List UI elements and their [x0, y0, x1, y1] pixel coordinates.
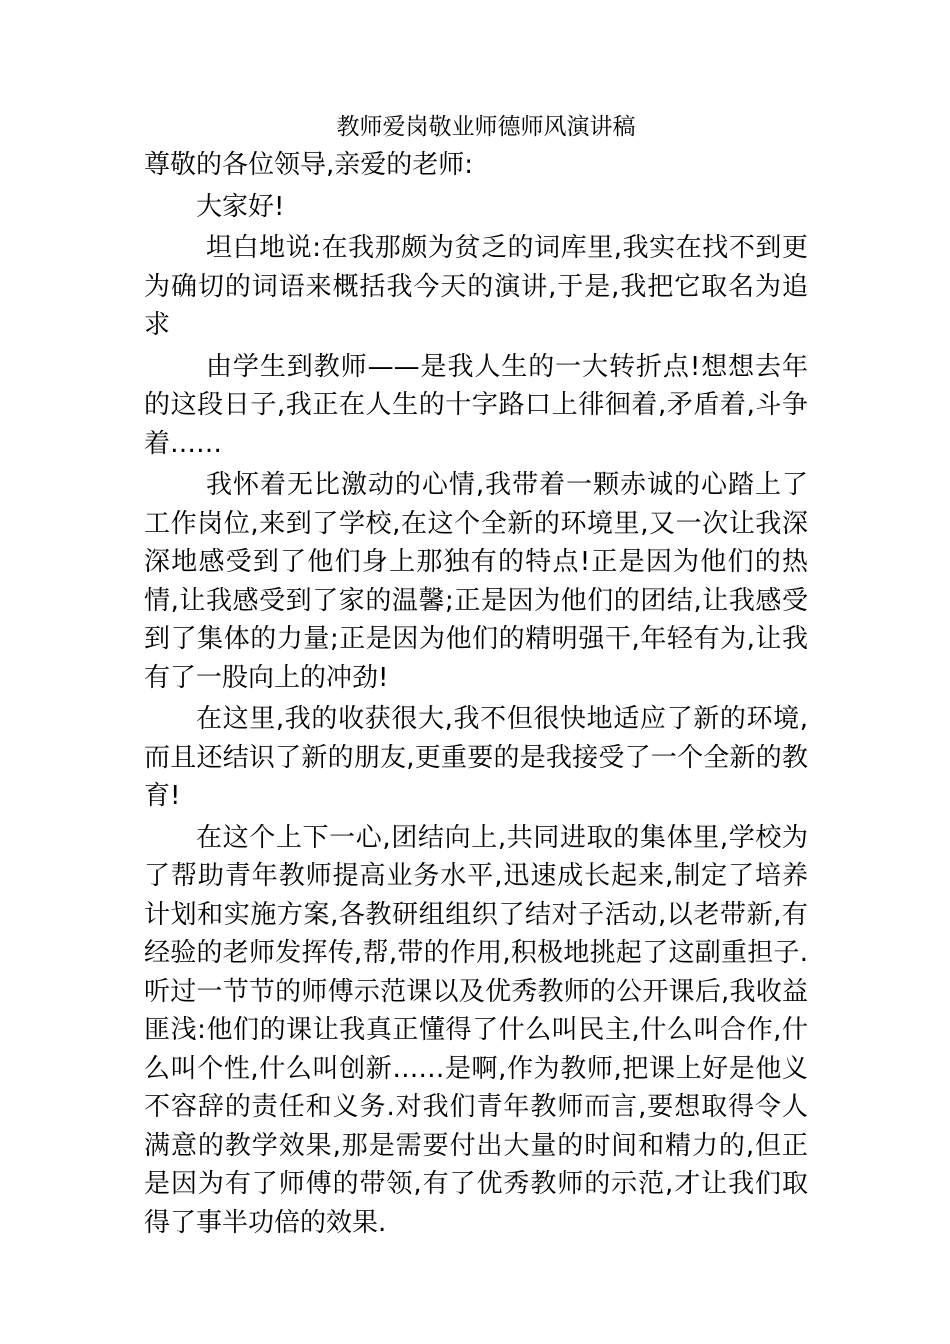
paragraph-5: 在这个上下一心,团结向上,共同进取的集体里,学校为了帮助青年教师提高业务水平,迅速成长起来,制定了培养计划和实施方案,各教研组组织了结对子活动,以老带新,有经验的老师发挥传,帮,带的作用,积极地挑起了这副重担子.听过一节节的师傅示范课以及优秀教师的公开课后,我收益匪浅:他们的课让我真正懂得了什么叫民主,什么叫合作,什么叫个性,什么叫创新……是啊,作为教师,把课上好是他义不容辞的责任和义务.对我们青年教师而言,要想取得令人满意的教学效果,那是需要付出大量的时间和精力的,但正是因为有了师傅的带领,有了优秀教师的示范,才让我们取得了事半功倍的效果.: [144, 822, 808, 1238]
document-body: [144, 108, 808, 1242]
paragraph-1: 坦白地说:在我那颇为贫乏的词库里,我实在找不到更为确切的词语来概括我今天的演讲,于是,我把它取名为追求: [144, 233, 808, 340]
greeting: 大家好!: [196, 191, 285, 222]
salutation: 尊敬的各位领导,亲爱的老师:: [144, 150, 474, 180]
paragraph-3: 我怀着无比激动的心情,我带着一颗赤诚的心踏上了工作岗位,来到了学校,在这个全新的环境里,又一次让我深深地感受到了他们身上那独有的特点!正是因为他们的热情,让我感受到了家的温馨;正是因为他们的团结,让我感受到了集体的力量;正是因为他们的精明强干,年轻有为,让我有了一股向上的冲劲!: [144, 470, 808, 693]
document-title: 教师爱岗敬业师德师风演讲稿: [336, 114, 636, 140]
paragraph-2: 由学生到教师——是我人生的一大转折点!想想去年的这段日子,我正在人生的十字路口上徘徊着,矛盾着,斗争着……: [144, 351, 808, 459]
paragraph-4: 在这里,我的收获很大,我不但很快地适应了新的环境,而且还结识了新的朋友,更重要的是我接受了一个全新的教育!: [144, 704, 808, 811]
